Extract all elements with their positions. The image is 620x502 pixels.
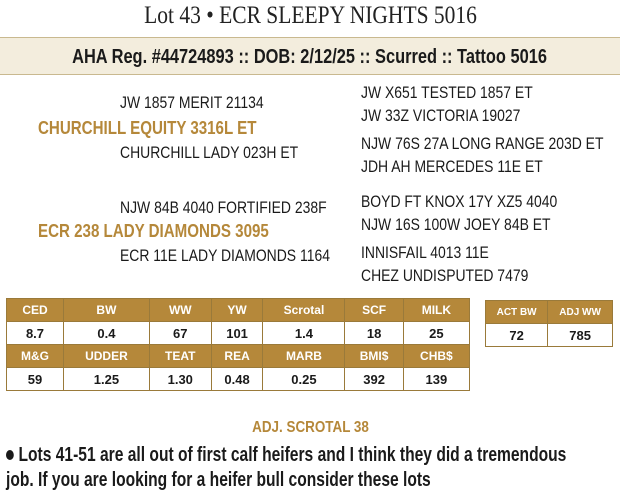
epd-header-scrotal: Scrotal: [263, 299, 345, 322]
epd-value-scf: 18: [345, 322, 403, 345]
epd-header-ww: WW: [149, 299, 211, 322]
epd-header-chb: CHB$: [403, 345, 469, 368]
sire-sire-dam: JW 33Z VICTORIA 19027: [361, 106, 521, 125]
epd-value-chb: 139: [403, 368, 469, 391]
epd-value-row: [7, 368, 470, 391]
epd-value-yw: 101: [211, 322, 263, 345]
epd-header-bmi: BMI$: [345, 345, 403, 368]
dam-sire-sire: BOYD FT KNOX 17Y XZ5 4040: [361, 192, 558, 211]
epd-value-milk: 25: [403, 322, 469, 345]
epd-table: [6, 298, 470, 391]
epd-header-ced: CED: [7, 299, 64, 322]
dam-name: ECR 238 LADY DIAMONDS 3095: [38, 221, 269, 241]
epd-value-teat: 1.30: [149, 368, 211, 391]
adj-scrotal: ADJ. SCROTAL 38: [251, 419, 369, 436]
lot-note: [6, 443, 620, 493]
registration-bar: AHA Reg. #44724893 :: DOB: 2/12/25 :: Scurred :: Tattoo 5016: [0, 37, 620, 75]
bullet-icon: [6, 450, 14, 460]
lot-title: Lot 43 • ECR SLEEPY NIGHTS 5016: [143, 2, 477, 29]
actuals-table: [485, 300, 613, 347]
epd-header-teat: TEAT: [149, 345, 211, 368]
actuals-value-adj-ww: 785: [548, 324, 613, 347]
epd-value-bw: 0.4: [64, 322, 150, 345]
sire-dam: CHURCHILL LADY 023H ET: [120, 143, 299, 162]
epd-header-mg: M&G: [7, 345, 64, 368]
epd-value-row: [7, 322, 470, 345]
epd-value-ww: 67: [149, 322, 211, 345]
epd-header-rea: REA: [211, 345, 263, 368]
actuals-header-adj-ww: ADJ WW: [548, 301, 613, 324]
note-line-1: [6, 443, 567, 468]
note-line-2: job. If you are looking for a heifer bull consider these lots: [6, 469, 431, 491]
epd-value-marb: 0.25: [263, 368, 345, 391]
epd-value-rea: 0.48: [211, 368, 263, 391]
actuals-header-row: [486, 301, 613, 324]
note-line-1-text: Lots 41-51 are all out of first calf heifers and I think they did a tremendous: [18, 444, 567, 466]
epd-value-scrotal: 1.4: [263, 322, 345, 345]
actuals-header-act-bw: ACT BW: [486, 301, 548, 324]
sire-name: CHURCHILL EQUITY 3316L ET: [38, 118, 257, 138]
dam-sire: NJW 84B 4040 FORTIFIED 238F: [120, 198, 327, 217]
epd-value-ced: 8.7: [7, 322, 64, 345]
epd-header-milk: MILK: [403, 299, 469, 322]
sire-sire: JW 1857 MERIT 21134: [120, 93, 264, 112]
sire-dam-sire: NJW 76S 27A LONG RANGE 203D ET: [361, 134, 604, 153]
dam-sire-dam: NJW 16S 100W JOEY 84B ET: [361, 215, 551, 234]
epd-value-bmi: 392: [345, 368, 403, 391]
epd-header-row: [7, 299, 470, 322]
epd-header-bw: BW: [64, 299, 150, 322]
epd-value-udder: 1.25: [64, 368, 150, 391]
actuals-value-act-bw: 72: [486, 324, 548, 347]
epd-value-mg: 59: [7, 368, 64, 391]
dam-dam: ECR 11E LADY DIAMONDS 1164: [120, 246, 330, 265]
sire-sire-sire: JW X651 TESTED 1857 ET: [361, 83, 533, 102]
actuals-value-row: [486, 324, 613, 347]
sire-dam-dam: JDH AH MERCEDES 11E ET: [361, 157, 543, 176]
epd-header-marb: MARB: [263, 345, 345, 368]
epd-header-scf: SCF: [345, 299, 403, 322]
epd-header-yw: YW: [211, 299, 263, 322]
epd-header-row: [7, 345, 470, 368]
epd-header-udder: UDDER: [64, 345, 150, 368]
dam-dam-dam: CHEZ UNDISPUTED 7479: [361, 266, 529, 285]
dam-dam-sire: INNISFAIL 4013 11E: [361, 243, 489, 262]
